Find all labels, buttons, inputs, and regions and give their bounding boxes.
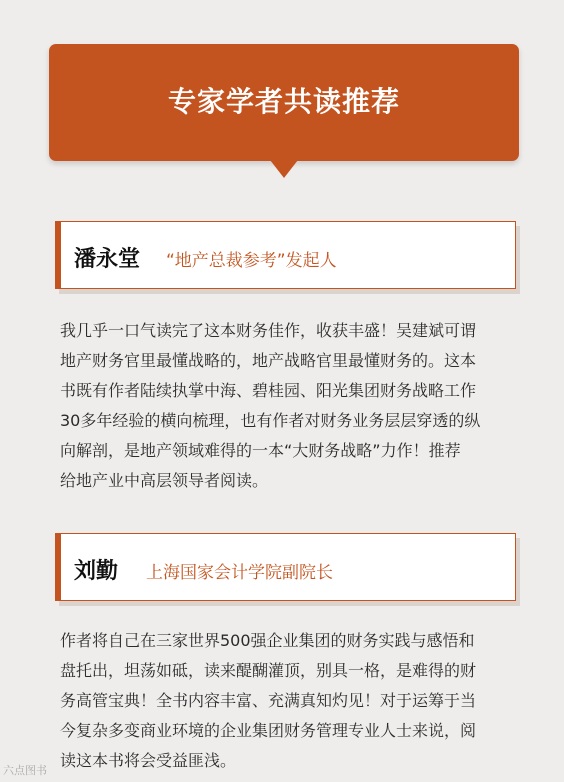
quote-line: 向解剖，是地产领域难得的一本“大财务战略”力作！推荐 — [60, 441, 461, 460]
section-banner — [49, 44, 519, 161]
quote-line: 务高管宝典！全书内容丰富、充满真知灼见！对于运筹于当 — [60, 691, 477, 710]
banner-pointer — [270, 160, 298, 178]
banner-title: 专家学者共读推荐 — [167, 85, 400, 118]
quote-line: 书既有作者陆续执掌中海、碧桂园、阳光集团财务战略工作 — [60, 381, 477, 400]
quote-line: 30多年经验的横向梳理，也有作者对财务业务层层穿透的纵 — [60, 411, 481, 430]
expert-header-2 — [55, 533, 516, 601]
accent-bar — [55, 221, 61, 289]
expert-name: 潘永堂 — [74, 247, 141, 272]
expert-quote-1 — [60, 316, 520, 496]
quote-line: 盘托出，坦荡如砥，读来醍醐灌顶，别具一格，是难得的财 — [60, 661, 477, 680]
quote-line: 作者将自己在三家世界500强企业集团的财务实践与感悟和 — [60, 631, 475, 650]
quote-line: 我几乎一口气读完了这本财务佳作，收获丰盛！吴建斌可谓 — [60, 321, 477, 340]
watermark: 六点图书 — [3, 764, 47, 777]
quote-line: 给地产业中高层领导者阅读。 — [60, 471, 269, 490]
quote-line: 读这本书将会受益匪浅。 — [60, 751, 237, 770]
expert-name: 刘勤 — [74, 559, 119, 584]
quote-line: 地产财务官里最懂战略的，地产战略官里最懂财务的。这本 — [60, 351, 477, 370]
expert-header-1 — [55, 221, 516, 289]
accent-bar — [55, 533, 61, 601]
expert-role: “地产总裁参考”发起人 — [166, 251, 337, 271]
quote-line: 今复杂多变商业环境的企业集团财务管理专业人士来说，阅 — [60, 721, 477, 740]
expert-role: 上海国家会计学院副院长 — [146, 563, 333, 583]
expert-quote-2 — [60, 626, 520, 776]
